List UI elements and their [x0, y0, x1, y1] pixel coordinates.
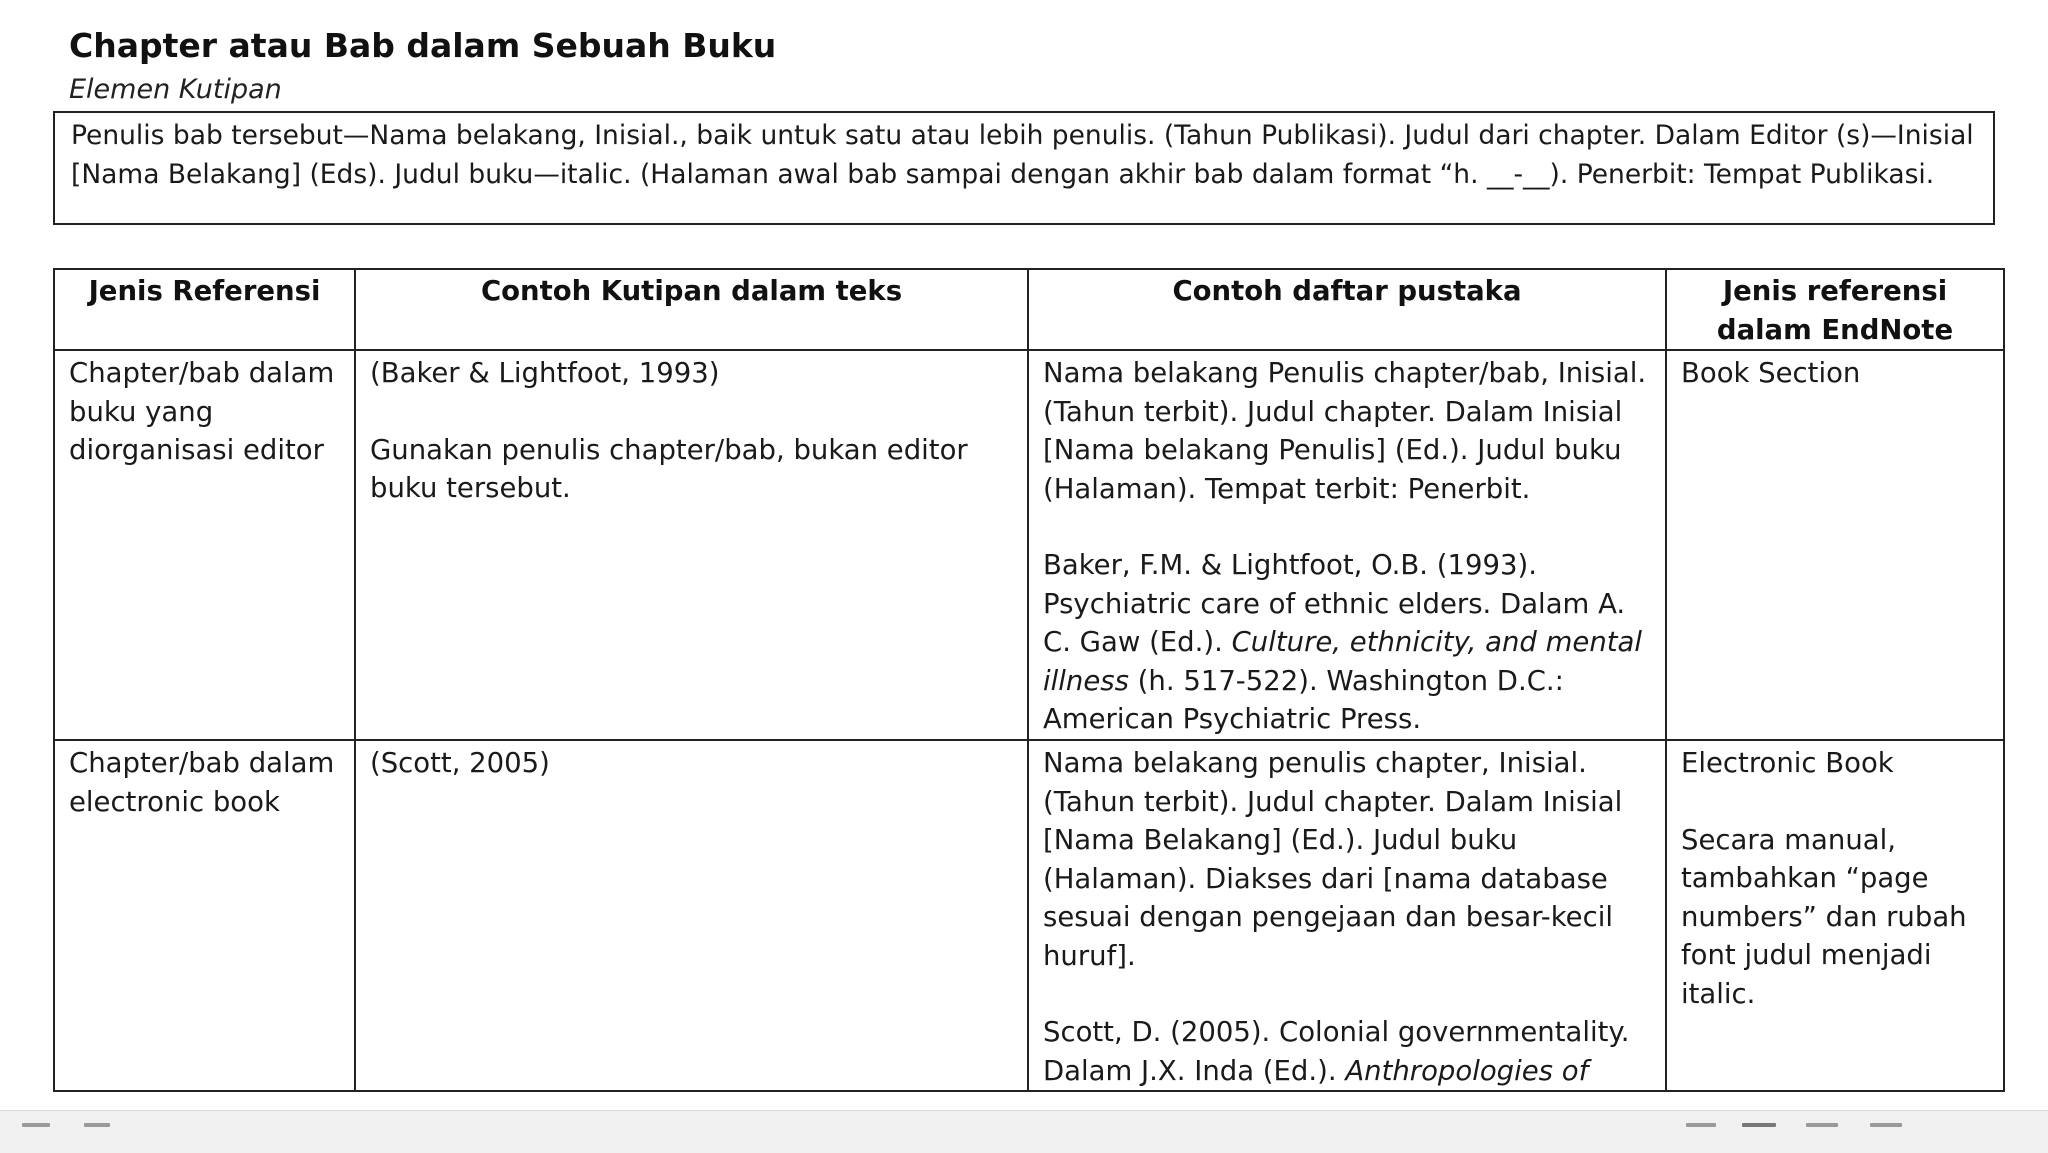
bibliography-example-text: Scott, D. (2005). Colonial governmentality. Dalam J.X. Inda (Ed.). [1043, 1016, 1630, 1087]
citation-elements-box: Penulis bab tersebut—Nama belakang, Inisial., baik untuk satu atau lebih penulis. (Tahun Publikasi). Judul dari chapter. Dalam Editor (s)—Inisial [Nama Belakang] (Eds). Judul buku—italic. (Halaman awal bab sampai dengan akhir bab dalam format “h. __-__). Penerbit: Tempat Publikasi. [53, 111, 1995, 225]
read-mode-icon[interactable] [1686, 1123, 1716, 1127]
zoom-control-icon[interactable] [1870, 1123, 1902, 1127]
intext-citation-note: Gunakan penulis chapter/bab, bukan editor buku tersebut. [370, 433, 968, 504]
column-header-endnote-type: Jenis referensi dalam EndNote [1666, 269, 2004, 350]
endnote-type-text: Electronic Book [1681, 747, 1894, 779]
section-heading: Chapter atau Bab dalam Sebuah Buku [69, 26, 777, 65]
bibliography-cell [1028, 350, 1666, 740]
reference-type-text: Chapter/bab dalam electronic book [69, 747, 335, 818]
section-subheading: Elemen Kutipan [69, 74, 282, 105]
print-layout-icon[interactable] [1742, 1123, 1776, 1127]
table-header-row [54, 269, 2004, 350]
bibliography-example-text: Baker, F.M. & Lightfoot, O.B. (1993). Psychiatric care of ethnic elders. Dalam A. C. Gaw (Ed.). [1043, 549, 1626, 658]
bibliography-format: Nama belakang penulis chapter, Inisial. (Tahun terbit). Judul chapter. Dalam Inisial [Nama Belakang] (Ed.). Judul buku (Halaman). Diakses dari [nama database sesuai dengan pengejaan dan besar-kecil huruf]. [1043, 747, 1623, 972]
intext-citation-cell [355, 740, 1028, 1091]
table-row [54, 740, 2004, 1091]
reference-type-cell [54, 740, 355, 1091]
endnote-type-cell [1666, 350, 2004, 740]
bibliography-format: Nama belakang Penulis chapter/bab, Inisial. (Tahun terbit). Judul chapter. Dalam Inisial [Nama belakang Penulis] (Ed.). Judul buku (Halaman). Tempat terbit: Penerbit. [1043, 357, 1647, 505]
bibliography-example-book-title: Anthropologies of [1345, 1054, 1589, 1087]
endnote-type-cell [1666, 740, 2004, 1091]
bibliography-cell [1028, 740, 1666, 1091]
endnote-type-note: Secara manual, tambahkan “page numbers” dan rubah font judul menjadi italic. [1681, 823, 1967, 1010]
status-bar [0, 1110, 2048, 1153]
bibliography-example [1043, 1013, 1651, 1090]
page-indicator-icon [22, 1123, 50, 1127]
reference-type-text: Chapter/bab dalam buku yang diorganisasi editor [69, 357, 335, 466]
intext-citation-text: (Scott, 2005) [370, 747, 550, 779]
intext-citation-text: (Baker & Lightfoot, 1993) [370, 357, 720, 389]
column-header-reference-type: Jenis Referensi [54, 269, 355, 350]
column-header-bibliography: Contoh daftar pustaka [1028, 269, 1666, 350]
endnote-type-text: Book Section [1681, 357, 1861, 389]
bibliography-example [1043, 546, 1651, 739]
reference-type-cell [54, 350, 355, 740]
proofing-icon[interactable] [84, 1123, 110, 1127]
bibliography-example-text-end: (h. 517-522). Washington D.C.: American Psychiatric Press. [1043, 664, 1564, 735]
web-layout-icon[interactable] [1806, 1123, 1838, 1127]
bibliography-example-book-title: Culture, ethnicity, and mental illness [1043, 626, 1643, 697]
reference-table [53, 268, 2005, 1092]
table-row [54, 350, 2004, 740]
intext-citation-cell [355, 350, 1028, 740]
column-header-intext-citation: Contoh Kutipan dalam teks [355, 269, 1028, 350]
